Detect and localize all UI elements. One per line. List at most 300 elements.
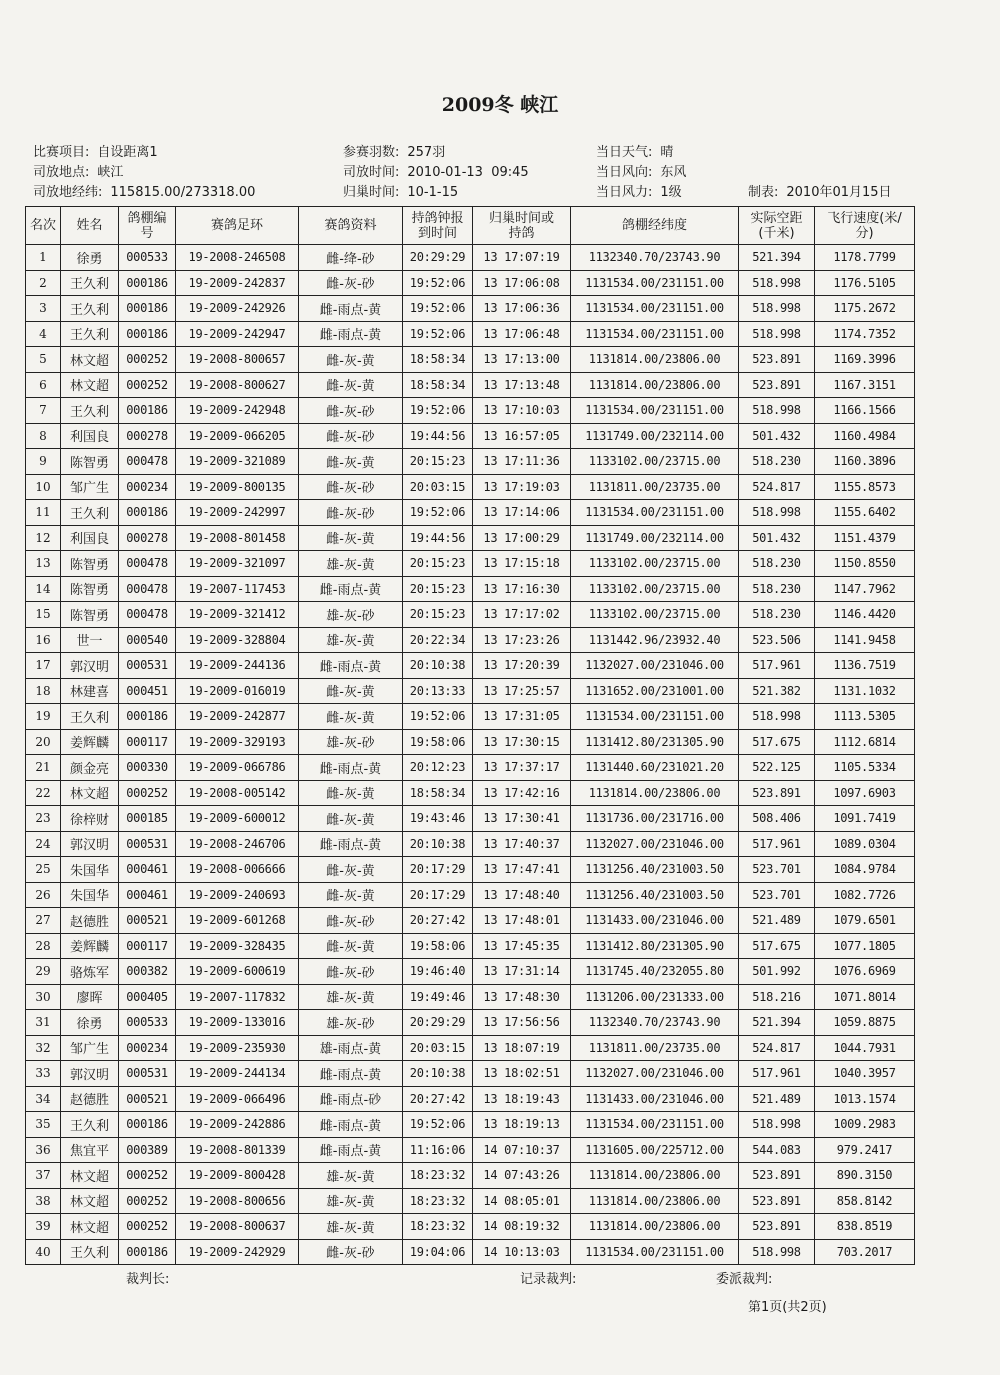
cell-pigeon-info: 雌-雨点-黄	[299, 1112, 403, 1138]
table-row	[26, 755, 915, 781]
cell-distance: 517.961	[739, 653, 815, 679]
cell-clock-time: 20:27:42	[403, 908, 473, 934]
cell-speed: 1178.7799	[815, 245, 915, 271]
cell-rank: 19	[26, 704, 61, 730]
cell-pigeon-info: 雌-灰-黄	[299, 857, 403, 883]
cell-name: 林文超	[61, 1214, 119, 1240]
cell-distance: 523.891	[739, 1188, 815, 1214]
cell-distance: 518.998	[739, 500, 815, 526]
cell-loft-coords: 1131814.00/23806.00	[571, 347, 739, 373]
cell-return-time: 13 17:16:30	[473, 576, 571, 602]
info-value: 1级	[660, 185, 682, 200]
cell-speed: 1167.3151	[815, 372, 915, 398]
cell-loft-id: 000186	[119, 270, 176, 296]
cell-name: 朱国华	[61, 882, 119, 908]
cell-rank: 16	[26, 627, 61, 653]
cell-return-time: 13 17:37:17	[473, 755, 571, 781]
cell-pigeon-info: 雌-灰-黄	[299, 933, 403, 959]
cell-return-time: 13 18:02:51	[473, 1061, 571, 1087]
cell-name: 林文超	[61, 372, 119, 398]
cell-ring: 19-2009-133016	[176, 1010, 299, 1036]
cell-distance: 523.891	[739, 1214, 815, 1240]
cell-ring: 19-2009-242997	[176, 500, 299, 526]
cell-pigeon-info: 雌-灰-黄	[299, 347, 403, 373]
cell-loft-id: 000252	[119, 780, 176, 806]
cell-name: 王久利	[61, 398, 119, 424]
cell-ring: 19-2008-246508	[176, 245, 299, 271]
table-row	[26, 984, 915, 1010]
cell-distance: 518.216	[739, 984, 815, 1010]
cell-rank: 15	[26, 602, 61, 628]
cell-return-time: 14 07:43:26	[473, 1163, 571, 1189]
cell-loft-id: 000405	[119, 984, 176, 1010]
cell-return-time: 13 17:56:56	[473, 1010, 571, 1036]
cell-loft-coords: 1131534.00/231151.00	[571, 500, 739, 526]
table-row	[26, 500, 915, 526]
cell-loft-coords: 1133102.00/23715.00	[571, 576, 739, 602]
cell-clock-time: 20:15:23	[403, 576, 473, 602]
cell-rank: 6	[26, 372, 61, 398]
cell-distance: 523.891	[739, 780, 815, 806]
cell-name: 姜辉麟	[61, 933, 119, 959]
cell-ring: 19-2009-321097	[176, 551, 299, 577]
cell-speed: 1112.6814	[815, 729, 915, 755]
cell-rank: 8	[26, 423, 61, 449]
table-header-row	[26, 207, 915, 245]
cell-pigeon-info: 雌-灰-黄	[299, 780, 403, 806]
cell-pigeon-info: 雌-灰-砂	[299, 398, 403, 424]
cell-distance: 518.998	[739, 321, 815, 347]
cell-ring: 19-2009-242948	[176, 398, 299, 424]
cell-loft-id: 000540	[119, 627, 176, 653]
info-label: 当日风力:	[596, 185, 653, 200]
table-row	[26, 704, 915, 730]
cell-ring: 19-2009-244136	[176, 653, 299, 679]
cell-pigeon-info: 雌-灰-黄	[299, 449, 403, 475]
header-return-time: 归巢时间或持鸽	[473, 207, 571, 245]
cell-name: 徐梓财	[61, 806, 119, 832]
cell-distance: 523.701	[739, 882, 815, 908]
info-value: 2010年01月15日	[786, 185, 892, 200]
cell-loft-coords: 1131534.00/231151.00	[571, 1112, 739, 1138]
cell-loft-coords: 1131412.80/231305.90	[571, 729, 739, 755]
table-row	[26, 321, 915, 347]
cell-pigeon-info: 雌-雨点-黄	[299, 576, 403, 602]
cell-loft-coords: 1131745.40/232055.80	[571, 959, 739, 985]
cell-return-time: 13 17:14:06	[473, 500, 571, 526]
cell-ring: 19-2009-242926	[176, 296, 299, 322]
table-row	[26, 1061, 915, 1087]
cell-name: 林文超	[61, 1163, 119, 1189]
cell-distance: 521.394	[739, 1010, 815, 1036]
table-row	[26, 729, 915, 755]
info-label: 司放地经纬:	[33, 185, 103, 200]
table-row	[26, 1010, 915, 1036]
cell-rank: 12	[26, 525, 61, 551]
cell-distance: 518.230	[739, 576, 815, 602]
cell-return-time: 13 17:23:26	[473, 627, 571, 653]
info-wind-direction	[596, 161, 686, 180]
cell-loft-id: 000186	[119, 500, 176, 526]
cell-rank: 17	[26, 653, 61, 679]
cell-distance: 523.891	[739, 372, 815, 398]
document-title: 2009冬 峡江	[441, 94, 559, 116]
cell-name: 陈智勇	[61, 602, 119, 628]
cell-speed: 1160.4984	[815, 423, 915, 449]
cell-pigeon-info: 雌-灰-砂	[299, 474, 403, 500]
cell-speed: 838.8519	[815, 1214, 915, 1240]
cell-loft-id: 000478	[119, 576, 176, 602]
cell-distance: 523.891	[739, 347, 815, 373]
cell-ring: 19-2009-242837	[176, 270, 299, 296]
cell-name: 王久利	[61, 704, 119, 730]
cell-pigeon-info: 雌-雨点-黄	[299, 296, 403, 322]
cell-loft-id: 000252	[119, 1163, 176, 1189]
info-label: 当日天气:	[596, 145, 653, 160]
cell-name: 王久利	[61, 1112, 119, 1138]
cell-clock-time: 19:49:46	[403, 984, 473, 1010]
cell-pigeon-info: 雌-灰-黄	[299, 678, 403, 704]
cell-pigeon-info: 雌-灰-砂	[299, 1239, 403, 1265]
cell-loft-coords: 1131605.00/225712.00	[571, 1137, 739, 1163]
table-row	[26, 959, 915, 985]
cell-name: 王久利	[61, 1239, 119, 1265]
table-row	[26, 1239, 915, 1265]
info-value: 115815.00/273318.00	[110, 185, 256, 200]
table-row	[26, 908, 915, 934]
cell-return-time: 13 17:06:36	[473, 296, 571, 322]
cell-return-time: 13 17:30:41	[473, 806, 571, 832]
cell-loft-id: 000478	[119, 449, 176, 475]
cell-ring: 19-2009-600619	[176, 959, 299, 985]
cell-loft-id: 000330	[119, 755, 176, 781]
cell-distance: 524.817	[739, 1035, 815, 1061]
cell-loft-coords: 1131736.00/231716.00	[571, 806, 739, 832]
cell-pigeon-info: 雄-雨点-黄	[299, 1035, 403, 1061]
cell-clock-time: 19:52:06	[403, 296, 473, 322]
cell-loft-coords: 1132340.70/23743.90	[571, 1010, 739, 1036]
cell-return-time: 13 17:19:03	[473, 474, 571, 500]
cell-name: 陈智勇	[61, 449, 119, 475]
cell-ring: 19-2008-246706	[176, 831, 299, 857]
cell-name: 郭汉明	[61, 831, 119, 857]
cell-return-time: 14 07:10:37	[473, 1137, 571, 1163]
cell-loft-coords: 1131433.00/231046.00	[571, 1086, 739, 1112]
cell-return-time: 13 17:25:57	[473, 678, 571, 704]
table-row	[26, 806, 915, 832]
cell-loft-coords: 1131534.00/231151.00	[571, 321, 739, 347]
table-row	[26, 296, 915, 322]
cell-pigeon-info: 雌-灰-砂	[299, 908, 403, 934]
cell-ring: 19-2009-016019	[176, 678, 299, 704]
table-row	[26, 1112, 915, 1138]
info-return-time	[343, 181, 458, 200]
cell-ring: 19-2007-117832	[176, 984, 299, 1010]
cell-speed: 1077.1805	[815, 933, 915, 959]
header-pigeon-info: 赛鸽资料	[299, 207, 403, 245]
cell-ring: 19-2009-242947	[176, 321, 299, 347]
cell-name: 姜辉麟	[61, 729, 119, 755]
cell-speed: 1044.7931	[815, 1035, 915, 1061]
cell-pigeon-info: 雌-雨点-砂	[299, 1086, 403, 1112]
cell-pigeon-info: 雌-灰-黄	[299, 704, 403, 730]
info-label: 司放时间:	[343, 165, 400, 180]
cell-name: 徐勇	[61, 1010, 119, 1036]
cell-loft-coords: 1133102.00/23715.00	[571, 551, 739, 577]
cell-ring: 19-2009-328804	[176, 627, 299, 653]
cell-ring: 19-2008-800656	[176, 1188, 299, 1214]
cell-distance: 521.489	[739, 1086, 815, 1112]
cell-distance: 518.230	[739, 602, 815, 628]
table-row	[26, 372, 915, 398]
cell-clock-time: 19:52:06	[403, 704, 473, 730]
cell-clock-time: 20:17:29	[403, 857, 473, 883]
cell-speed: 1155.8573	[815, 474, 915, 500]
cell-loft-coords: 1131814.00/23806.00	[571, 1188, 739, 1214]
cell-distance: 523.506	[739, 627, 815, 653]
info-value: 晴	[660, 145, 674, 160]
cell-distance: 517.675	[739, 933, 815, 959]
cell-rank: 38	[26, 1188, 61, 1214]
cell-clock-time: 20:03:15	[403, 1035, 473, 1061]
cell-pigeon-info: 雌-灰-砂	[299, 423, 403, 449]
cell-loft-coords: 1133102.00/23715.00	[571, 449, 739, 475]
info-release-time	[343, 161, 529, 180]
info-value: 257羽	[407, 145, 446, 160]
table-row	[26, 627, 915, 653]
cell-rank: 27	[26, 908, 61, 934]
cell-clock-time: 20:03:15	[403, 474, 473, 500]
cell-loft-id: 000185	[119, 806, 176, 832]
table-body	[26, 245, 915, 1265]
cell-pigeon-info: 雌-灰-砂	[299, 959, 403, 985]
cell-speed: 858.8142	[815, 1188, 915, 1214]
cell-return-time: 13 17:17:02	[473, 602, 571, 628]
cell-name: 廖晖	[61, 984, 119, 1010]
cell-speed: 1071.8014	[815, 984, 915, 1010]
cell-loft-coords: 1131534.00/231151.00	[571, 398, 739, 424]
cell-distance: 521.382	[739, 678, 815, 704]
header-rank: 名次	[26, 207, 61, 245]
cell-pigeon-info: 雌-灰-黄	[299, 372, 403, 398]
cell-name: 林建喜	[61, 678, 119, 704]
table-row	[26, 551, 915, 577]
cell-ring: 19-2009-321089	[176, 449, 299, 475]
table-row	[26, 933, 915, 959]
cell-clock-time: 20:17:29	[403, 882, 473, 908]
cell-rank: 1	[26, 245, 61, 271]
cell-rank: 24	[26, 831, 61, 857]
table-row	[26, 398, 915, 424]
cell-return-time: 13 17:45:35	[473, 933, 571, 959]
cell-loft-coords: 1132027.00/231046.00	[571, 653, 739, 679]
cell-return-time: 14 08:05:01	[473, 1188, 571, 1214]
cell-speed: 1082.7726	[815, 882, 915, 908]
cell-return-time: 13 17:13:48	[473, 372, 571, 398]
cell-rank: 25	[26, 857, 61, 883]
cell-distance: 544.083	[739, 1137, 815, 1163]
cell-return-time: 13 17:47:41	[473, 857, 571, 883]
cell-return-time: 13 18:07:19	[473, 1035, 571, 1061]
cell-clock-time: 19:43:46	[403, 806, 473, 832]
cell-loft-id: 000461	[119, 882, 176, 908]
cell-speed: 1079.6501	[815, 908, 915, 934]
cell-distance: 501.432	[739, 525, 815, 551]
cell-speed: 1174.7352	[815, 321, 915, 347]
cell-speed: 1150.8550	[815, 551, 915, 577]
cell-name: 徐勇	[61, 245, 119, 271]
table-row	[26, 882, 915, 908]
cell-distance: 521.489	[739, 908, 815, 934]
table-row	[26, 270, 915, 296]
cell-pigeon-info: 雌-灰-砂	[299, 270, 403, 296]
cell-distance: 517.961	[739, 1061, 815, 1087]
cell-speed: 1009.2983	[815, 1112, 915, 1138]
cell-return-time: 13 17:48:40	[473, 882, 571, 908]
header-loft-id: 鸽棚编号	[119, 207, 176, 245]
cell-pigeon-info: 雌-灰-黄	[299, 882, 403, 908]
cell-loft-coords: 1131814.00/23806.00	[571, 780, 739, 806]
cell-clock-time: 20:15:23	[403, 449, 473, 475]
cell-clock-time: 19:52:06	[403, 270, 473, 296]
cell-speed: 1097.6903	[815, 780, 915, 806]
info-weather	[596, 141, 673, 160]
cell-rank: 34	[26, 1086, 61, 1112]
cell-rank: 40	[26, 1239, 61, 1265]
cell-distance: 517.961	[739, 831, 815, 857]
table-row	[26, 474, 915, 500]
info-release-site	[33, 161, 123, 180]
header-speed: 飞行速度(米/分)	[815, 207, 915, 245]
cell-ring: 19-2007-117453	[176, 576, 299, 602]
header-ring: 赛鸽足环	[176, 207, 299, 245]
cell-clock-time: 20:10:38	[403, 831, 473, 857]
table-row	[26, 1214, 915, 1240]
cell-loft-coords: 1131534.00/231151.00	[571, 704, 739, 730]
cell-rank: 9	[26, 449, 61, 475]
cell-loft-coords: 1131440.60/231021.20	[571, 755, 739, 781]
cell-rank: 5	[26, 347, 61, 373]
cell-loft-id: 000234	[119, 1035, 176, 1061]
cell-pigeon-info: 雌-雨点-黄	[299, 653, 403, 679]
cell-clock-time: 20:29:29	[403, 245, 473, 271]
cell-clock-time: 19:52:06	[403, 500, 473, 526]
cell-return-time: 13 17:13:00	[473, 347, 571, 373]
cell-name: 王久利	[61, 500, 119, 526]
cell-rank: 18	[26, 678, 61, 704]
cell-distance: 523.891	[739, 1163, 815, 1189]
cell-pigeon-info: 雄-灰-黄	[299, 1188, 403, 1214]
table-row	[26, 1035, 915, 1061]
cell-pigeon-info: 雄-灰-黄	[299, 627, 403, 653]
cell-rank: 4	[26, 321, 61, 347]
cell-pigeon-info: 雄-灰-黄	[299, 551, 403, 577]
cell-speed: 1166.1566	[815, 398, 915, 424]
cell-clock-time: 19:44:56	[403, 423, 473, 449]
cell-rank: 31	[26, 1010, 61, 1036]
cell-loft-id: 000531	[119, 1061, 176, 1087]
cell-speed: 1091.7419	[815, 806, 915, 832]
cell-ring: 19-2009-066205	[176, 423, 299, 449]
table-row	[26, 602, 915, 628]
cell-loft-id: 000252	[119, 1214, 176, 1240]
cell-clock-time: 19:52:06	[403, 398, 473, 424]
cell-loft-id: 000186	[119, 1239, 176, 1265]
cell-clock-time: 20:10:38	[403, 653, 473, 679]
cell-speed: 1105.5334	[815, 755, 915, 781]
cell-rank: 20	[26, 729, 61, 755]
cell-ring: 19-2009-242886	[176, 1112, 299, 1138]
cell-pigeon-info: 雄-灰-砂	[299, 602, 403, 628]
cell-speed: 979.2417	[815, 1137, 915, 1163]
cell-return-time: 13 17:15:18	[473, 551, 571, 577]
cell-ring: 19-2009-600012	[176, 806, 299, 832]
cell-rank: 10	[26, 474, 61, 500]
cell-clock-time: 19:58:06	[403, 729, 473, 755]
cell-loft-id: 000278	[119, 525, 176, 551]
info-value: 东风	[660, 165, 687, 180]
cell-loft-id: 000531	[119, 831, 176, 857]
cell-loft-id: 000252	[119, 1188, 176, 1214]
table-row	[26, 831, 915, 857]
cell-speed: 1147.7962	[815, 576, 915, 602]
cell-distance: 518.998	[739, 270, 815, 296]
cell-clock-time: 19:04:06	[403, 1239, 473, 1265]
cell-rank: 35	[26, 1112, 61, 1138]
cell-return-time: 13 17:30:15	[473, 729, 571, 755]
cell-return-time: 13 17:06:48	[473, 321, 571, 347]
cell-pigeon-info: 雌-灰-黄	[299, 806, 403, 832]
cell-loft-id: 000186	[119, 398, 176, 424]
cell-loft-id: 000533	[119, 1010, 176, 1036]
table-row	[26, 1086, 915, 1112]
cell-return-time: 13 17:48:01	[473, 908, 571, 934]
cell-return-time: 14 08:19:32	[473, 1214, 571, 1240]
cell-loft-coords: 1131256.40/231003.50	[571, 882, 739, 908]
cell-loft-coords: 1131749.00/232114.00	[571, 525, 739, 551]
table-row	[26, 347, 915, 373]
results-table	[25, 206, 915, 1265]
cell-return-time: 13 17:07:19	[473, 245, 571, 271]
cell-distance: 518.230	[739, 449, 815, 475]
cell-loft-coords: 1131652.00/231001.00	[571, 678, 739, 704]
cell-loft-coords: 1131814.00/23806.00	[571, 372, 739, 398]
cell-distance: 518.230	[739, 551, 815, 577]
cell-loft-id: 000117	[119, 729, 176, 755]
cell-return-time: 13 18:19:43	[473, 1086, 571, 1112]
record-judge-label: 记录裁判:	[520, 1272, 577, 1287]
cell-ring: 19-2008-801339	[176, 1137, 299, 1163]
cell-return-time: 13 17:10:03	[473, 398, 571, 424]
cell-ring: 19-2009-240693	[176, 882, 299, 908]
cell-loft-id: 000478	[119, 602, 176, 628]
cell-distance: 524.817	[739, 474, 815, 500]
cell-distance: 501.992	[739, 959, 815, 985]
cell-clock-time: 20:22:34	[403, 627, 473, 653]
cell-return-time: 13 17:40:37	[473, 831, 571, 857]
table-row	[26, 1188, 915, 1214]
cell-loft-coords: 1132027.00/231046.00	[571, 1061, 739, 1087]
cell-loft-id: 000186	[119, 1112, 176, 1138]
cell-loft-coords: 1131749.00/232114.00	[571, 423, 739, 449]
header-name: 姓名	[61, 207, 119, 245]
cell-clock-time: 19:52:06	[403, 1112, 473, 1138]
info-value: 自设距离1	[97, 145, 158, 160]
cell-distance: 521.394	[739, 245, 815, 271]
cell-clock-time: 19:46:40	[403, 959, 473, 985]
cell-loft-id: 000461	[119, 857, 176, 883]
cell-rank: 14	[26, 576, 61, 602]
